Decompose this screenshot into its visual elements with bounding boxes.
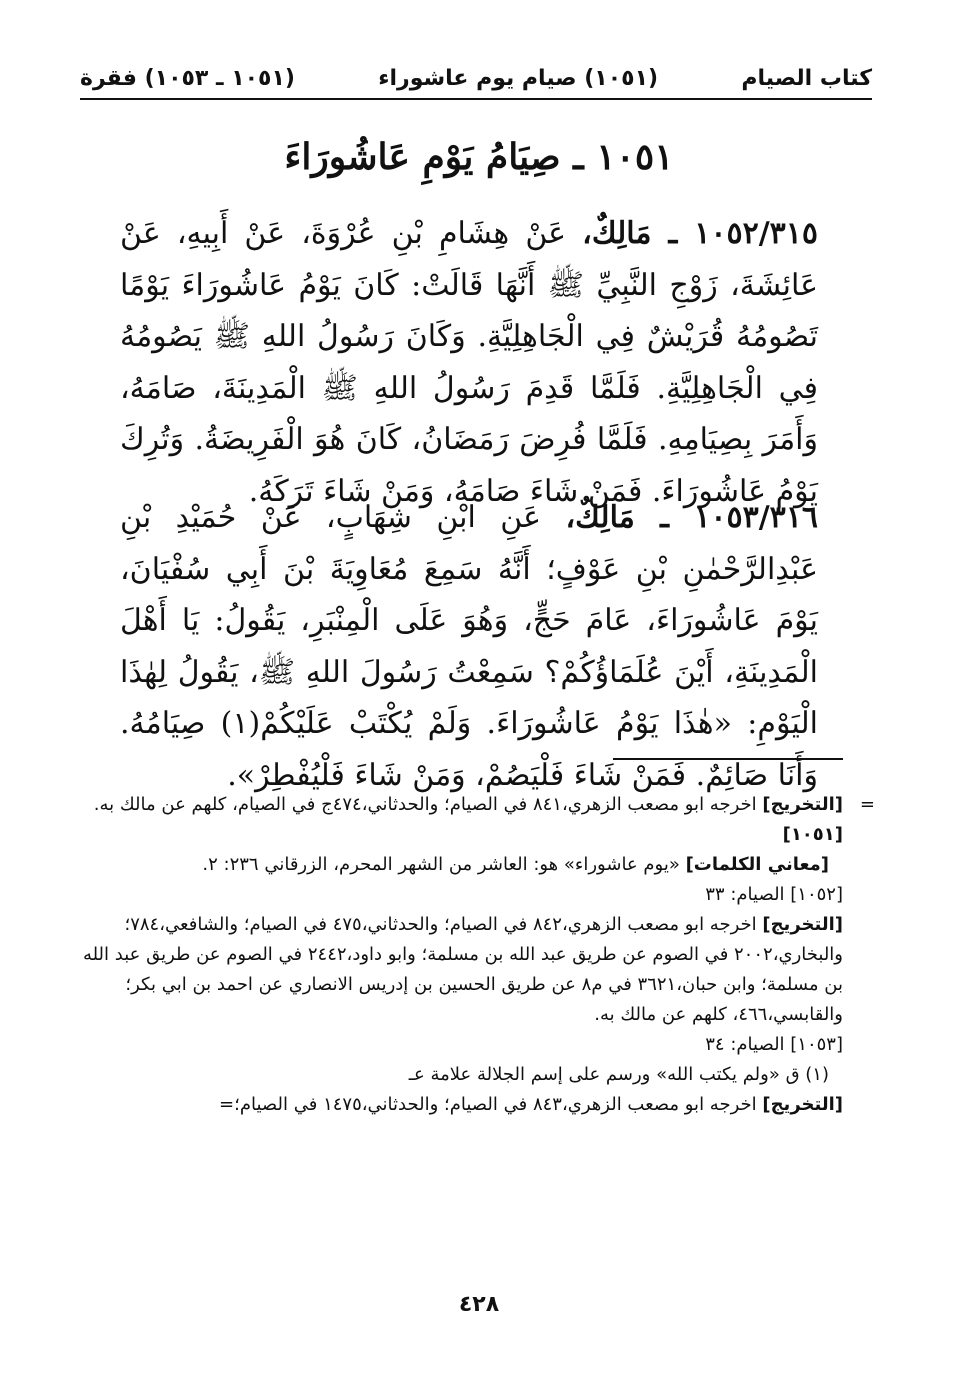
chapter-title: ١٠٥١ ـ صِيَامُ يَوْمِ عَاشُورَاءَ [284,136,674,178]
footnote-text: «يوم عاشوراء» هو: العاشر من الشهر المحرم، الزرقاني ٢٣٦: ٢. [202,854,686,875]
footnote-variant: (١) ق «ولم يكتب الله» ورسم على إسم الجلالة علامة عـ [408,1064,829,1085]
footnote-word-meanings [74,850,843,880]
footnote-divider [613,758,843,760]
hadith-paragraph [120,492,818,801]
footnote-takhrij [74,910,843,1030]
footnote-label: [التخريج] [762,914,843,935]
footnote-text: اخرجه ابو مصعب الزهري،٨٤٣ في الصيام؛ والحدثاني،١٤٧٥ في الصيام؛= [219,1094,763,1115]
hadith-text: عَنِ ابْنِ شِهَابٍ، عَنْ حُمَيْدِ بْنِ عَبْدِالرَّحْمٰنِ بْنِ عَوْفٍ؛ أَنَّهُ سَمِعَ مُعَاوِيَةَ بْنَ أَبِي سُفْيَانَ، يَوْمَ عَاشُورَاءَ، عَامَ حَجٍّ، وَهُوَ عَلَى الْمِنْبَرِ، يَقُولُ: يَا أَهْلَ الْمَدِينَةِ، أَيْنَ عُلَمَاؤُكُمْ؟ سَمِعْتُ رَسُولَ اللهِ ﷺ، يَقُولُ لِهٰذَا الْيَوْمِ: «هٰذَا يَوْمُ عَاشُورَاءَ. وَلَمْ يُكْتَبْ عَلَيْكُمْ(١) صِيَامُهُ. وَأَنَا صَائِمٌ. فَمَنْ شَاءَ فَلْيَصُمْ، وَمَنْ شَاءَ فَلْيُفْطِرْ». [120,500,818,793]
footnote-section-tag: [١٠٥١] [782,824,843,845]
header-book-title: كتاب الصيام [741,65,872,91]
footnotes [74,790,875,1120]
footnote-text: اخرجه ابو مصعب الزهري،٨٤١ في الصيام؛ والحدثاني،٤٧٤ج في الصيام، كلهم عن مالك به. [93,794,763,815]
footnote-section-tag: [١٠٥٣] الصيام: ٣٤ [705,1034,843,1055]
footnote-text: اخرجه ابو مصعب الزهري،٨٤٢ في الصيام؛ والحدثاني،٤٧٥ في الصيام؛ والشافعي،٧٨٤؛ والبخاري،٢٠٠٢ في الصوم عن طريق عبد الله بن مسلمة؛ وابو داود،٢٤٤٢ في الصوم عن طريق عبد الله بن مسلمة؛ وابن حبان،٣٦٢١ في م٨ عن طريق الحسين بن إدريس الانصاري عن احمد بن ابي بكر؛ والقابسي،٤٦٦، كلهم عن مالك به. [82,914,843,1025]
hadith-number-narrator: ١٠٥٢/٣١٥ ـ مَالِكٌ، [582,216,819,251]
footnote-takhrij [74,1090,843,1120]
header-chapter: (١٠٥١) صيام يوم عاشوراء [378,65,659,91]
footnote-label: [التخريج] [762,794,843,815]
footnote-label: [معاني الكلمات] [685,854,829,875]
page-number: ٤٢٨ [458,1292,500,1317]
continuation-mark: = [859,794,875,815]
running-header [80,58,872,100]
header-paragraph-range: (١٠٥١ ـ ١٠٥٣) فقرة [80,65,295,91]
footnote-takhrij [74,790,875,820]
hadith-number-narrator: ١٠٥٣/٣١٦ ـ مَالِكٌ، [565,500,818,535]
footnote-section-tag: [١٠٥٢] الصيام: ٣٣ [705,884,843,905]
hadith-paragraph [120,208,818,517]
footnote-label: [التخريج] [762,1094,843,1115]
hadith-text: عَنْ هِشَامِ بْنِ عُرْوَةَ، عَنْ أَبِيهِ، عَنْ عَائِشَةَ، زَوْجِ النَّبِيِّ ﷺ أَنَّهَا قَالَتْ: كَانَ يَوْمُ عَاشُورَاءَ يَوْمًا تَصُومُهُ قُرَيْشٌ فِي الْجَاهِلِيَّةِ. وَكَانَ رَسُولُ اللهِ ﷺ يَصُومُهُ فِي الْجَاهِلِيَّةِ. فَلَمَّا قَدِمَ رَسُولُ اللهِ ﷺ الْمَدِينَةَ، صَامَهُ، وَأَمَرَ بِصِيَامِهِ. فَلَمَّا فُرِضَ رَمَضَانُ، كَانَ هُوَ الْفَرِيضَةُ. وَتُرِكَ يَوْمُ عَاشُورَاءَ. فَمَنْ شَاءَ صَامَهُ، وَمَنْ شَاءَ تَرَكَهُ. [120,216,818,509]
